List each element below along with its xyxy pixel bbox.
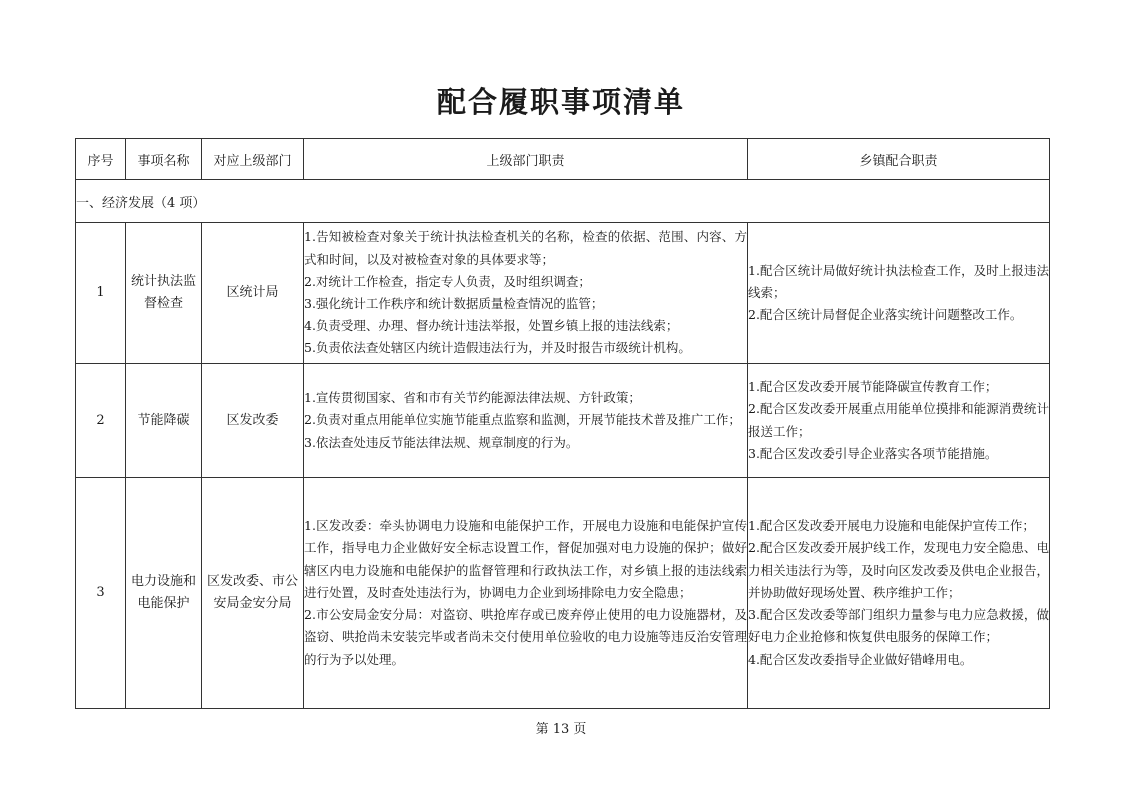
header-upper-duties: 上级部门职责 (304, 139, 748, 180)
page-title: 配合履职事项清单 (436, 85, 685, 119)
duty-line: 2.对统计工作检查，指定专人负责，及时组织调查； (304, 273, 591, 289)
duty-line: 1.告知被检查对象关于统计执法检查机关的名称，检查的依据、范围、内容、方式和时间，以及对被检查对象的具体要求等； (304, 229, 747, 267)
section-label: 一、经济发展（4 项） (76, 180, 1050, 223)
header-item-name: 事项名称 (126, 139, 202, 180)
row-town-duties (748, 478, 1050, 709)
row-dept: 区发改委 (202, 364, 304, 478)
page-number: 第 13 页 (535, 722, 587, 737)
row-upper-duties (304, 223, 748, 364)
header-town-duties: 乡镇配合职责 (748, 139, 1050, 180)
duty-line: 5.负责依法查处辖区内统计造假违法行为，并及时报告市级统计机构。 (304, 340, 691, 356)
duty-line: 3.配合区发改委等部门组织力量参与电力应急救援，做好电力企业抢修和恢复供电服务的保障工作； (748, 607, 1049, 645)
row-dept: 区统计局 (202, 223, 304, 364)
table-row (76, 478, 1050, 709)
table-row (76, 364, 1050, 478)
duty-line: 2.市公安局金安分局：对盗窃、哄抢库存或已废弃停止使用的电力设施器材，及盗窃、哄抢尚未安装完毕或者尚未交付使用单位验收的电力设施等违反治安管理的行为予以处理。 (304, 607, 747, 667)
duty-line: 3.配合区发改委引导企业落实各项节能措施。 (748, 445, 998, 461)
header-num: 序号 (76, 139, 126, 180)
row-item-name: 统计执法监督检查 (126, 223, 202, 364)
row-town-duties (748, 223, 1050, 364)
duty-table (75, 138, 1050, 709)
duty-line: 1.配合区统计局做好统计执法检查工作，及时上报违法线索； (748, 262, 1049, 300)
row-item-name: 电力设施和电能保护 (126, 478, 202, 709)
duty-line: 2.配合区统计局督促企业落实统计问题整改工作。 (748, 307, 1023, 323)
duty-line: 1.配合区发改委开展电力设施和电能保护宣传工作； (748, 518, 1035, 534)
duty-line: 3.强化统计工作秩序和统计数据质量检查情况的监管； (304, 296, 604, 311)
row-upper-duties (304, 478, 748, 709)
section-row (76, 180, 1050, 223)
duty-line: 1.宣传贯彻国家、省和市有关节约能源法律法规、方针政策； (304, 390, 641, 406)
row-num: 1 (76, 223, 126, 364)
duty-line: 1.配合区发改委开展节能降碳宣传教育工作； (748, 379, 998, 395)
row-num: 2 (76, 364, 126, 478)
row-item-name: 节能降碳 (126, 364, 202, 478)
row-upper-duties (304, 364, 748, 478)
duty-line: 4.配合区发改委指导企业做好错峰用电。 (748, 651, 973, 667)
duty-line: 1.区发改委：牵头协调电力设施和电能保护工作，开展电力设施和电能保护宣传工作，指导电力企业做好安全标志设置工作，督促加强对电力设施的保护；做好辖区内电力设施和电能保护的监督管理和行政执法工作，对乡镇上报的违法线索进行处置，及时查处违法行为，协调电力企业到场排除电力安全隐患； (304, 518, 747, 600)
duty-line: 3.依法查处违反节能法律法规、规章制度的行为。 (304, 434, 579, 450)
duty-line: 2.配合区发改委开展护线工作，发现电力安全隐患、电力相关违法行为等，及时向区发改委及供电企业报告，并协助做好现场处置、秩序维护工作； (748, 540, 1049, 600)
duty-line: 4.负责受理、办理、督办统计违法举报，处置乡镇上报的违法线索； (304, 318, 679, 334)
table-row (76, 223, 1050, 364)
table-header-row (76, 139, 1050, 180)
duty-line: 2.配合区发改委开展重点用能单位摸排和能源消费统计报送工作； (748, 401, 1049, 439)
duty-line: 2.负责对重点用能单位实施节能重点监察和监测，开展节能技术普及推广工作； (304, 412, 741, 428)
row-dept: 区发改委、市公安局金安分局 (202, 478, 304, 709)
header-dept: 对应上级部门 (202, 139, 304, 180)
row-num: 3 (76, 478, 126, 709)
row-town-duties (748, 364, 1050, 478)
